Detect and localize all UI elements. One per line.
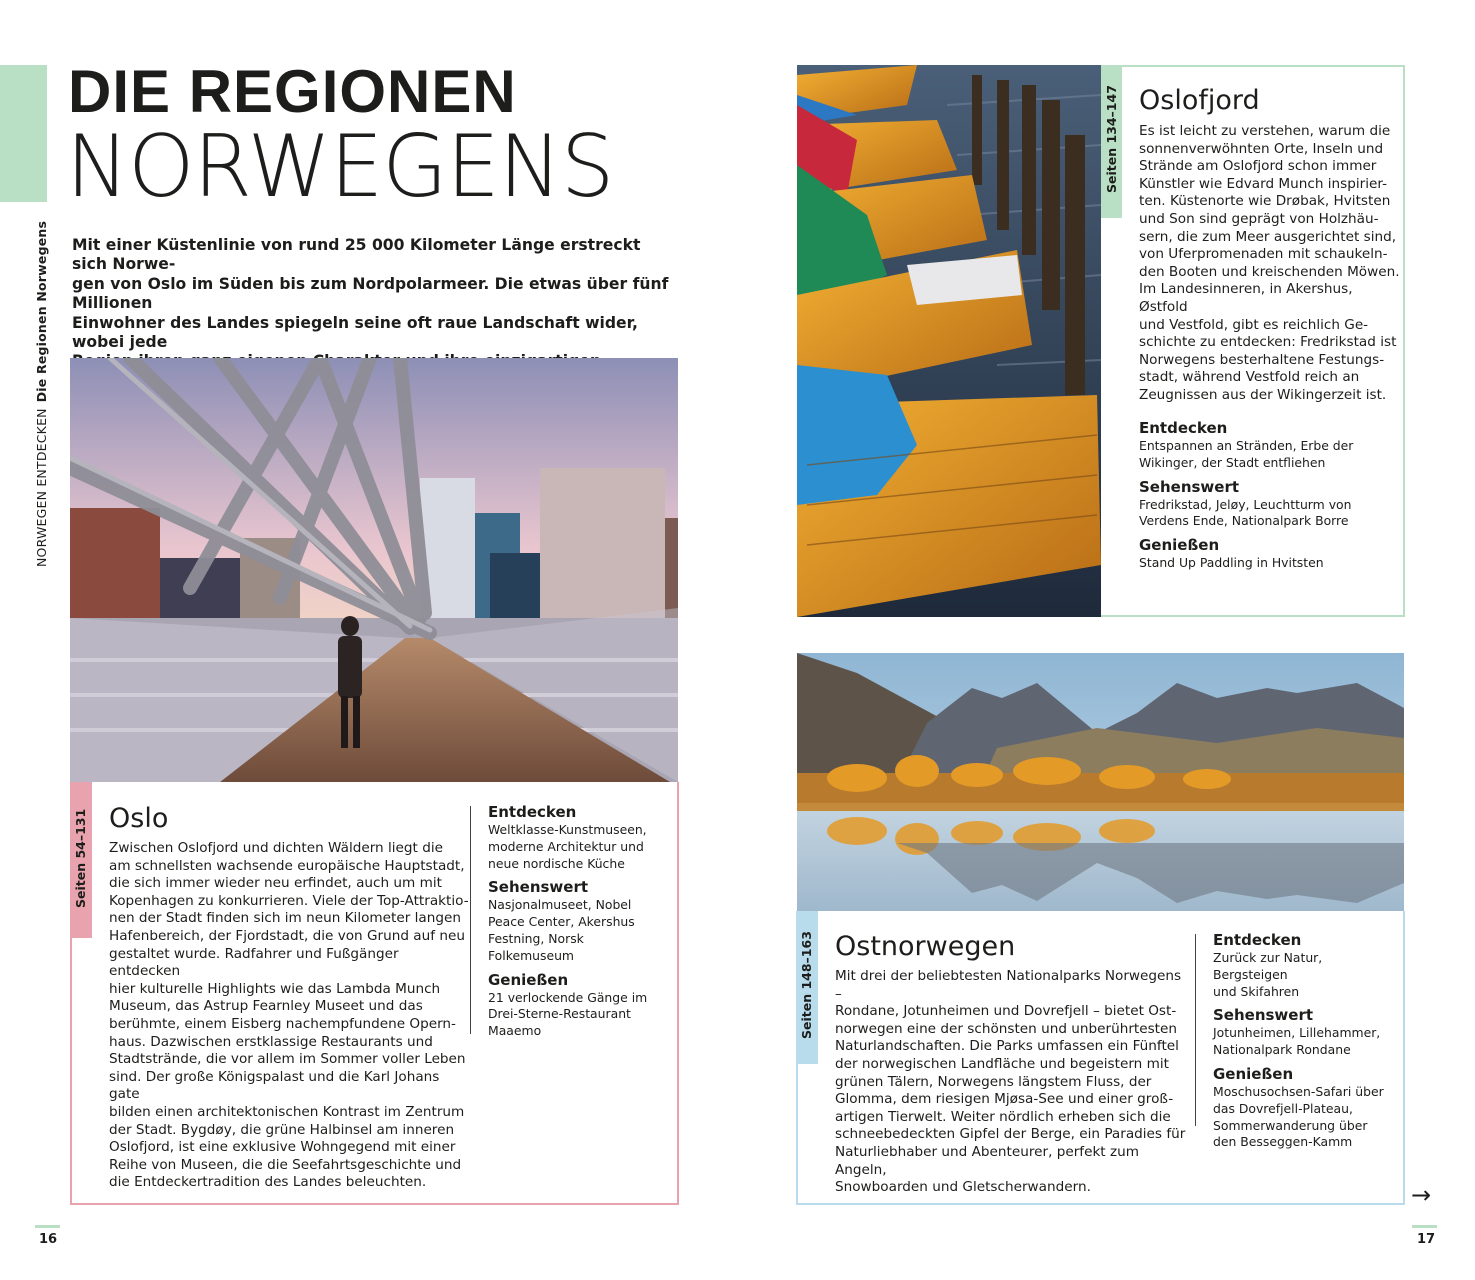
highlight-line: neue nordische Küche — [488, 855, 625, 871]
oslo-body-line: Reihe von Museen, die die Seefahrtsgeschichte und — [109, 1156, 462, 1173]
highlight-heading: Genießen — [488, 970, 569, 989]
oslo-title: Oslo — [109, 803, 169, 834]
highlight-heading: Sehenswert — [1213, 1006, 1314, 1025]
highlight-line: moderne Architektur und — [488, 838, 644, 854]
page-number-bar-right — [1412, 1225, 1437, 1228]
ostnorwegen-body-line: Rondane, Jotunheimen und Dovrefjell – bietet Ost- — [835, 1003, 1177, 1020]
intro-line: gen von Oslo im Süden bis zum Nordpolarmeer. Die etwas über fünf Millionen — [72, 274, 669, 313]
oslo-pages-tab — [70, 782, 92, 938]
highlight-text — [488, 990, 668, 1040]
highlight-line: Nationalpark Rondane — [1213, 1042, 1351, 1058]
page-title-line1: DIE REGIONEN — [68, 58, 517, 125]
oslofjord-body-line: und Vestfold, gibt es reichlich Ge- — [1139, 316, 1369, 333]
ostnorwegen-body-line: Naturlandschaften. Die Parks umfassen ein Fünftel — [835, 1038, 1179, 1055]
chapter-color-tab — [0, 65, 47, 202]
oslo-pages-label: Seiten 54–131 — [73, 808, 88, 908]
oslo-highlights-divider — [470, 806, 471, 1034]
oslofjord-boats-photo — [797, 65, 1101, 617]
highlight-heading: Entdecken — [1213, 931, 1302, 949]
intro-line: Einwohner des Landes spiegeln seine oft raue Landschaft wider, wobei jede — [72, 313, 638, 352]
oslofjord-body-line: Norwegens besterhaltene Festungs- — [1139, 351, 1385, 368]
ostnorwegen-body-line: norwegen eine der schönsten und unberührtesten — [835, 1020, 1177, 1037]
highlight-line: Wikinger, der Stadt entfliehen — [1139, 454, 1326, 470]
highlight-line: Stand Up Paddling in Hvitsten — [1139, 555, 1324, 571]
oslo-body-line: sind. Der große Königspalast und die Karl Johans gate — [109, 1068, 440, 1103]
oslofjord-body — [1139, 123, 1401, 405]
ostnorwegen-pages-tab — [796, 911, 818, 1064]
highlight-line: Maaemo — [488, 1023, 542, 1039]
highlight-heading: Sehenswert — [1139, 477, 1240, 496]
oslofjord-body-line: schichte zu entdecken: Fredrikstad ist — [1139, 334, 1397, 351]
highlight-line: Entspannen an Stränden, Erbe der — [1139, 438, 1354, 453]
oslo-body-line: die Entdeckertradition des Landes beleuchten. — [109, 1174, 427, 1191]
oslo-body-line: nen der Stadt finden sich im neun Kilometer langen — [109, 910, 461, 927]
ostnorwegen-mountain-photo — [797, 653, 1404, 911]
highlight-heading: Genießen — [1139, 536, 1220, 555]
highlight-text — [1139, 497, 1399, 531]
ostnorwegen-title: Ostnorwegen — [835, 931, 1016, 962]
highlight-line: Zurück zur Natur, Bergsteigen — [1213, 950, 1323, 982]
oslofjord-body-line: Strände am Oslofjord schon immer — [1139, 158, 1377, 175]
oslofjord-pages-label: Seiten 134–147 — [1104, 85, 1119, 193]
oslo-body-line: berühmte, einem Eisberg nachempfundene Opern- — [109, 1015, 456, 1032]
oslo-body-line: Hafenbereich, der Fjordstadt, die von Grund auf neu — [109, 927, 465, 944]
page-number-right: 17 — [1417, 1232, 1436, 1247]
oslofjord-body-line: ten. Küstenorte wie Drøbak, Hvitsten — [1139, 193, 1391, 210]
highlight-heading: Entdecken — [488, 803, 577, 821]
oslo-body-line: Museum, das Astrup Fearnley Museet und das — [109, 998, 423, 1015]
oslo-body-line: Zwischen Oslofjord und dichten Wäldern liegt die — [109, 840, 443, 856]
oslofjord-highlights — [1139, 419, 1399, 578]
oslo-body-line: am schnellsten wachsende europäische Hauptstadt, — [109, 857, 465, 874]
highlight-text — [1213, 1025, 1398, 1059]
ostnorwegen-body-line: grünen Tälern, Norwegens längstem Fluss, der — [835, 1073, 1152, 1090]
arrow-right-icon[interactable]: → — [1411, 1181, 1432, 1209]
intro-line: Mit einer Küstenlinie von rund 25 000 Kilometer Länge erstreckt sich Norwe- — [72, 236, 641, 274]
highlight-line: Sommerwanderung über — [1213, 1117, 1368, 1133]
highlight-heading: Entdecken — [1139, 419, 1228, 437]
highlight-text — [488, 897, 668, 964]
ostnorwegen-highlights-divider — [1195, 934, 1196, 1126]
oslofjord-body-line: sern, die zum Meer ausgerichtet sind, — [1139, 228, 1397, 245]
highlight-text — [488, 822, 668, 872]
highlight-line: Jotunheimen, Lillehammer, — [1213, 1025, 1381, 1041]
ostnorwegen-body-line: artigen Tierwelt. Weiter nördlich erheben sich die — [835, 1108, 1171, 1125]
highlight-line: 21 verlockende Gänge im — [488, 989, 648, 1005]
oslofjord-body-line: Es ist leicht zu verstehen, warum die — [1139, 123, 1391, 139]
highlight-line: Folkemuseum — [488, 947, 574, 963]
oslofjord-body-line: den Booten und kreischenden Möwen. — [1139, 263, 1400, 280]
oslofjord-body-line: sonnenverwöhnten Orte, Inseln und — [1139, 140, 1384, 157]
oslo-body-line: der Stadt. Bygdøy, die grüne Halbinsel am inneren — [109, 1121, 455, 1138]
highlight-text — [1213, 1084, 1398, 1151]
highlight-line: Festning, Norsk — [488, 930, 584, 946]
highlight-line: Weltklasse-Kunstmuseen, — [488, 822, 647, 837]
oslo-body-line: Oslofjord, ist eine exklusive Wohngegend mit einer — [109, 1139, 456, 1156]
oslo-body-line: Stadtstrände, die vor allem im Sommer voller Leben — [109, 1051, 466, 1068]
highlight-text — [1139, 438, 1399, 472]
oslofjord-body-line: und Son sind geprägt von Holzhäu- — [1139, 210, 1379, 227]
highlight-line: Drei-Sterne-Restaurant — [488, 1006, 631, 1022]
page-title-line2: NORWEGENS — [66, 117, 614, 217]
oslo-highlights — [488, 803, 668, 1046]
highlight-heading: Genießen — [1213, 1064, 1294, 1083]
highlight-text — [1139, 555, 1399, 572]
highlight-text — [1213, 950, 1398, 1000]
highlight-line: den Besseggen-Kamm — [1213, 1134, 1353, 1150]
running-header-section: NORWEGEN ENTDECKEN — [34, 408, 49, 567]
ostnorwegen-body-line: Naturliebhaber und Abenteurer, perfekt zum Angeln, — [835, 1143, 1139, 1178]
ostnorwegen-pages-label: Seiten 148–163 — [799, 931, 814, 1039]
highlight-line: und Skifahren — [1213, 983, 1300, 999]
ostnorwegen-body-line: der norwegischen Landfläche und begeistern mit — [835, 1055, 1169, 1072]
highlight-line: das Dovrefjell-Plateau, — [1213, 1100, 1353, 1116]
ostnorwegen-body — [835, 968, 1187, 1197]
highlight-line: Moschusochsen-Safari über — [1213, 1083, 1384, 1099]
oslo-bridge-photo — [70, 358, 678, 782]
oslofjord-body-line: Im Landesinneren, in Akershus, Østfold — [1139, 281, 1353, 315]
page-number-bar-left — [35, 1225, 60, 1228]
oslo-body-line: die sich immer wieder neu erfindet, auch um mit — [109, 875, 442, 892]
running-header — [34, 221, 49, 567]
highlight-line: Verdens Ende, Nationalpark Borre — [1139, 513, 1349, 529]
page-number-left: 16 — [39, 1232, 58, 1247]
oslofjord-body-line: Zeugnissen aus der Wikingerzeit ist. — [1139, 386, 1387, 403]
ostnorwegen-body-line: Mit drei der beliebtesten Nationalparks Norwegens – — [835, 968, 1182, 1002]
running-header-chapter: Die Regionen Norwegens — [34, 220, 49, 403]
oslofjord-pages-tab — [1101, 65, 1122, 218]
oslo-body-line: hier kulturelle Highlights wie das Lambda Munch — [109, 980, 441, 997]
highlight-heading: Sehenswert — [488, 878, 589, 897]
oslofjord-title: Oslofjord — [1139, 85, 1260, 116]
ostnorwegen-highlights — [1213, 931, 1398, 1157]
highlight-line: Fredrikstad, Jeløy, Leuchtturm von — [1139, 496, 1352, 512]
ostnorwegen-body-line: Glomma, dem riesigen Mjøsa-See und einer groß- — [835, 1091, 1174, 1108]
oslofjord-body-line: stadt, während Vestfold reich an — [1139, 369, 1360, 386]
oslofjord-body-line: von Uferpromenaden mit schaukeln- — [1139, 246, 1388, 263]
oslo-body-line: Kopenhagen zu konkurrieren. Viele der Top-Attraktio- — [109, 892, 469, 909]
oslo-body-line: bilden einen architektonischen Kontrast im Zentrum — [109, 1103, 465, 1120]
oslo-body-line: gestaltet wurde. Radfahrer und Fußgänger entdecken — [109, 945, 399, 980]
ostnorwegen-body-line: Snowboarden und Gletscherwandern. — [835, 1179, 1091, 1196]
ostnorwegen-body-line: schneebedeckten Gipfel der Berge, ein Paradies für — [835, 1126, 1186, 1143]
highlight-line: Nasjonalmuseet, Nobel — [488, 897, 632, 913]
oslo-body — [109, 840, 469, 1192]
oslo-body-line: haus. Dazwischen erstklassige Restaurants und — [109, 1033, 433, 1050]
oslofjord-body-line: Künstler wie Edvard Munch inspirier- — [1139, 175, 1388, 192]
highlight-line: Peace Center, Akershus — [488, 914, 635, 930]
